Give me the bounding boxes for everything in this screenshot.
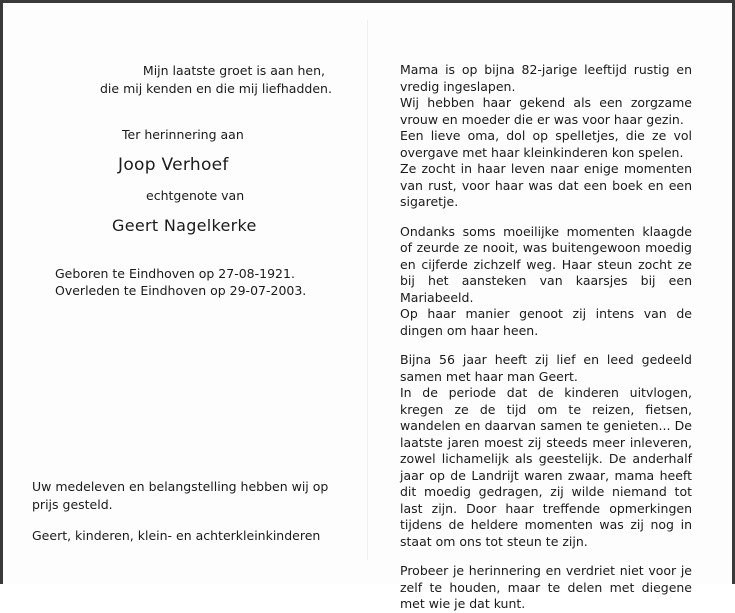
story-paragraph: Ondanks soms moeilijke momenten klaagde of zeurde ze nooit, was buitengewoon moedig en cijferde zichzelf weg. Haar steun zocht ze bij het aansteken van kaarsjes bij een Mariabeeld. — [400, 223, 692, 305]
spouse-label: echtgenote van — [146, 188, 245, 203]
story-paragraph: Wij hebben haar gekend als een zorgzame vrouw en moeder die er was voor haar gezin. — [400, 95, 692, 127]
motto — [100, 62, 332, 98]
death-date: Overleden te Eindhoven op 29-07-2003. — [55, 283, 307, 298]
card-border-left — [0, 0, 3, 584]
birth-date: Geboren te Eindhoven op 27-08-1921. — [55, 266, 295, 281]
card-border-top — [0, 0, 735, 3]
life-dates — [55, 265, 306, 299]
story-paragraph: Probeer je herinnering en verdriet niet voor je zelf te houden, maar te delen met diegene met wie je dat kunt. — [400, 563, 692, 611]
story-paragraph: In de periode dat de kinderen uitvlogen, kregen ze de tijd om te reizen, fietsen, wandelen en daarvan samen te genieten... De laatste jaren moest zij steeds meer inleveren, zowel lichamelijk als geestelijk. De anderhalf jaar op de Landrijt waren zwaar, mama heeft dit moedig gedragen, zij wilde niemand tot last zijn. Door haar treffende opmerkingen tijdens de heldere momenten was zij nog in staat om ons tot steun te zijn. — [400, 385, 692, 549]
story-paragraph: Een lieve oma, dol op spelletjes, die ze vol overgave met haar kleinkinderen kon spelen. — [400, 128, 692, 160]
motto-line-1: Mijn laatste groet is aan hen, — [142, 63, 325, 78]
story-paragraph: Bijna 56 jaar heeft zij lief en leed gedeeld samen met haar man Geert. — [400, 352, 692, 384]
paragraph-gap — [400, 211, 692, 224]
story-paragraph: Ze zocht in haar leven naar enige momenten van rust, voor haar was dat een boek en een sigaretje. — [400, 161, 692, 209]
memory-label: Ter herinnering aan — [122, 127, 244, 142]
life-story — [400, 62, 692, 613]
deceased-name: Joop Verhoef — [118, 155, 229, 175]
spouse-name: Geert Nagelkerke — [112, 216, 257, 235]
family-signoff: Geert, kinderen, klein- en achterkleinkinderen — [32, 528, 321, 543]
paragraph-gap — [400, 339, 692, 352]
motto-line-2: die mij kenden en die mij liefhadden. — [100, 81, 332, 96]
paragraph-gap — [400, 550, 692, 563]
story-paragraph: Mama is op bijna 82-jarige leeftijd rustig en vredig ingeslapen. — [400, 62, 692, 94]
story-paragraph: Op haar manier genoot zij intens van de dingen om haar heen. — [400, 306, 692, 338]
thanks-text: Uw medeleven en belangstelling hebben wij op prijs gesteld. — [32, 479, 329, 512]
card-fold-line — [367, 20, 368, 560]
